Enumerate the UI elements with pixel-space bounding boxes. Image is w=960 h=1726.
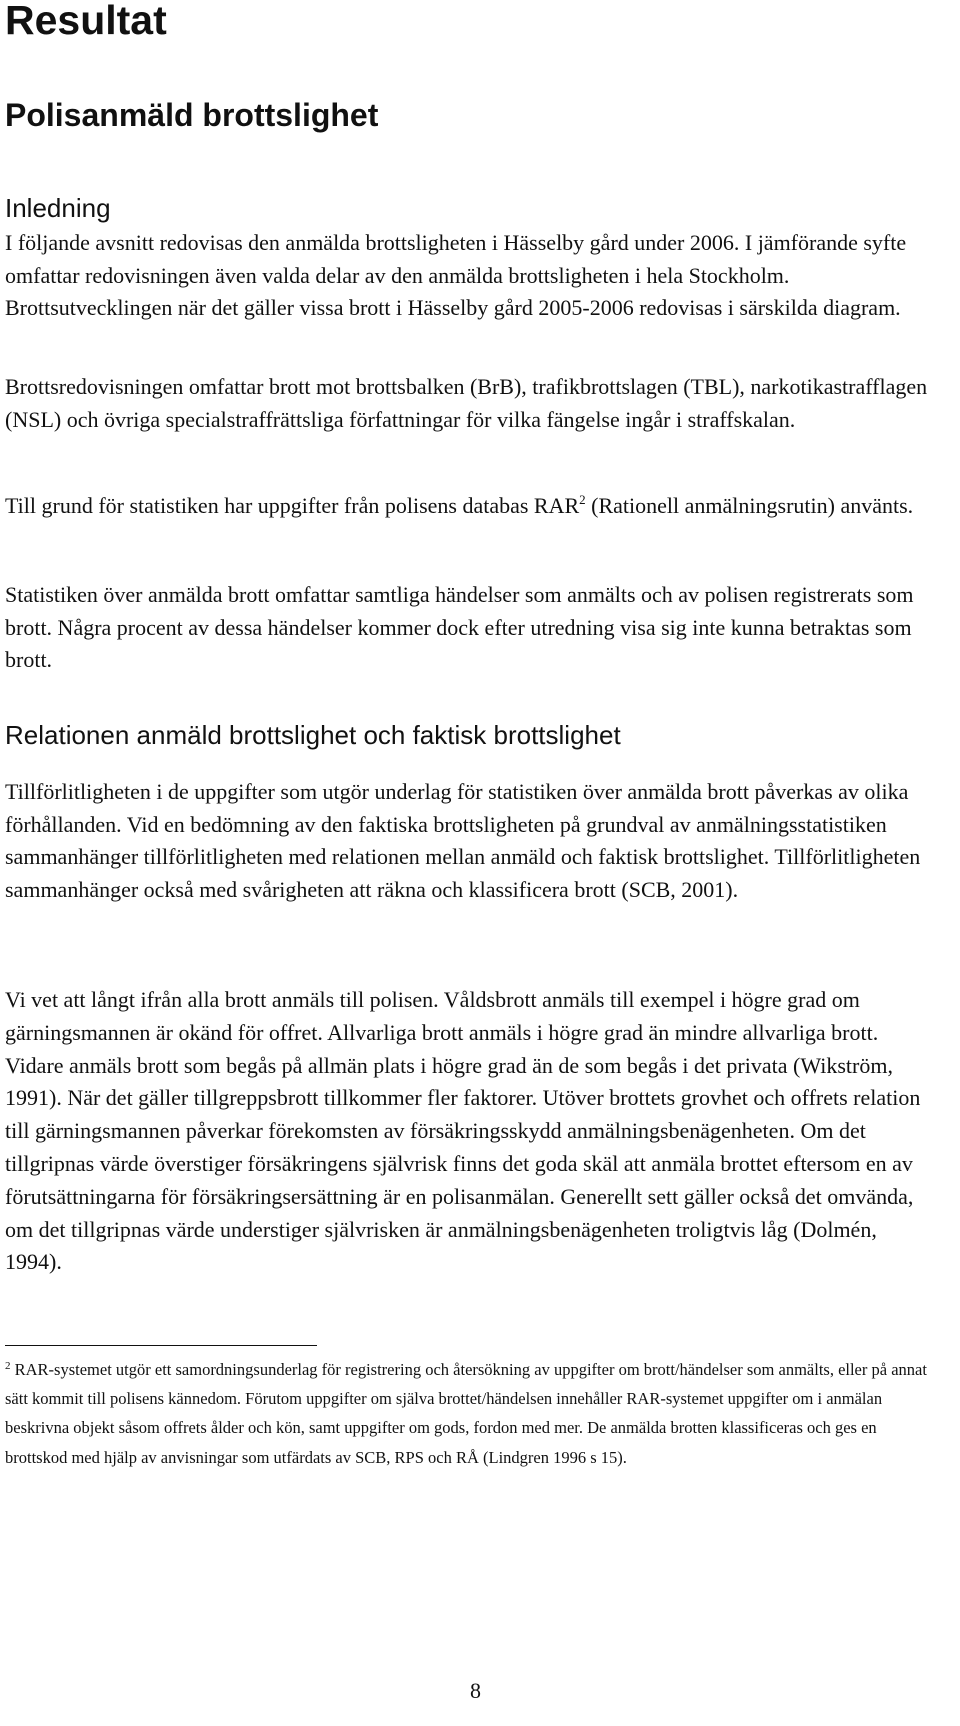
relation-heading: Relationen anmäld brottslighet och faktisk brottslighet	[5, 720, 621, 750]
reliability-paragraph: Tillförlitligheten i de uppgifter som utgör underlag för statistiken över anmälda brott påverkas av olika förhållanden. Vid en bedömning av den faktiska brottsligheten på grundval av anmälningsstatistiken sammanhänger tillförlitligheten med relationen mellan anmäld och faktisk brottslighet. Tillförlitligheten sammanhänger också med svårigheten att räkna och klassificera brott (SCB, 2001).	[5, 779, 921, 902]
section-title: Polisanmäld brottslighet	[5, 97, 379, 133]
rar-paragraph-text-start: Till grund för statistiken har uppgifter från polisens databas RAR	[5, 493, 580, 518]
page-number: 8	[470, 1678, 481, 1703]
footnote-marker: 2	[5, 1360, 11, 1372]
page-title: Resultat	[5, 0, 167, 43]
reporting-paragraph: Vi vet att långt ifrån alla brott anmäls till polisen. Våldsbrott anmäls till exempel i högre grad om gärningsmannen är okänd för offret. Allvarliga brott anmäls i högre grad än mindre allvarliga brott. Vidare anmäls brott som begås på allmän plats i högre grad än de som begås i det privata (Wikström, 1991). När det gäller tillgreppsbrott tillkommer fler faktorer. Utöver brottets grovhet och offrets relation till gärningsmannen påverkar förekomsten av försäkringsskydd anmälningsbenägenheten. Om det tillgripnas värde överstiger försäkringens självrisk finns det goda skäl att anmäla brottet eftersom en av förutsättningarna för försäkringsersättning är en polisanmälan. Generellt sett gäller också det omvända, om det tillgripnas värde understiger självrisken är anmälningsbenägenheten troligtvis låg (Dolmén, 1994).	[5, 987, 921, 1275]
footnote	[5, 1355, 940, 1472]
intro-paragraph: I följande avsnitt redovisas den anmälda brottsligheten i Hässelby gård under 2006. I jämförande syfte omfattar redovisningen även valda delar av den anmälda brottsligheten i hela Stockholm. Brottsutvecklingen när det gäller vissa brott i Hässelby gård 2005-2006 redovisas i särskilda diagram.	[5, 230, 907, 320]
scope-paragraph: Brottsredovisningen omfattar brott mot brottsbalken (BrB), trafikbrottslagen (TBL), narkotikastrafflagen (NSL) och övriga specialstraffrättsliga författningar för vilka fängelse ingår i straffskalan.	[5, 374, 928, 432]
rar-paragraph-text-end: (Rationell anmälningsrutin) använts.	[585, 493, 914, 518]
statistics-paragraph: Statistiken över anmälda brott omfattar samtliga händelser som anmälts och av polisen registrerats som brott. Några procent av dessa händelser kommer dock efter utredning visa sig inte kunna betraktas som brott.	[5, 582, 914, 672]
footnote-text: RAR-systemet utgör ett samordningsunderlag för registrering och återsökning av uppgifter om brott/händelser som anmälts, eller på annat sätt kommit till polisens kännedom. Förutom uppgifter om själva brottet/händelsen innehåller RAR-systemet uppgifter om i anmälan beskrivna objekt såsom offrets ålder och kön, samt uppgifter om gods, fordon med mer. De anmälda brotten klassificeras och ges en brottskod med hjälp av anvisningar som utfärdats av SCB, RPS och RÅ (Lindgren 1996 s 15).	[5, 1360, 927, 1467]
rar-paragraph	[5, 490, 935, 523]
footnote-reference: 2	[579, 492, 586, 507]
footnote-separator	[5, 1345, 317, 1346]
intro-heading: Inledning	[5, 193, 111, 223]
